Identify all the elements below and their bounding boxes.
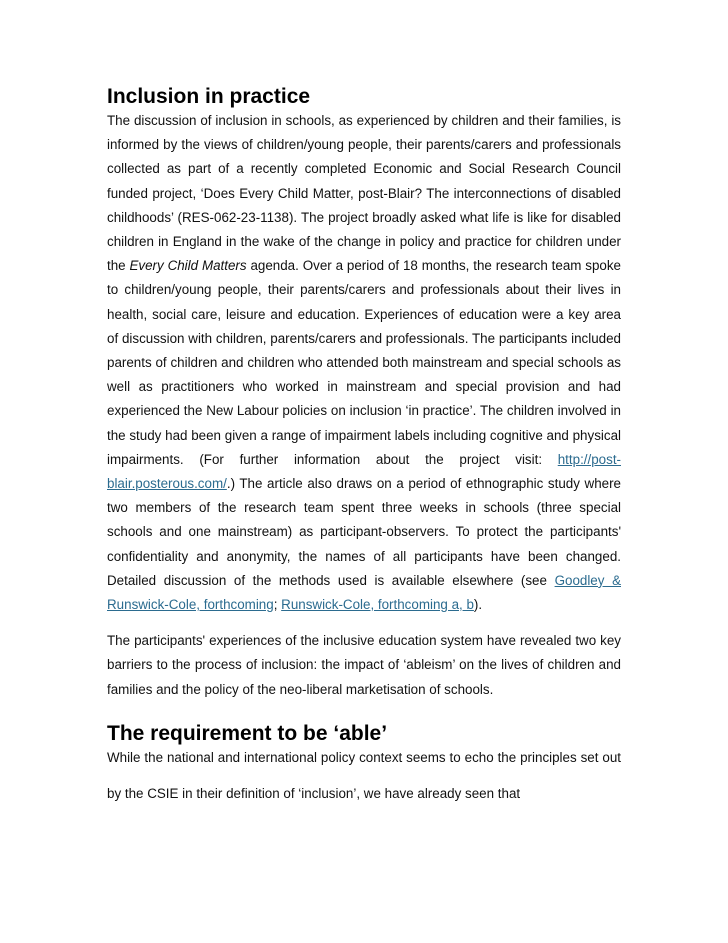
paragraph-inclusion-intro [107,109,621,617]
text-run: ; [273,597,282,613]
document-page [107,85,621,812]
project-link[interactable]: http://post-blair.posterous.com/ [107,451,621,492]
italic-title: Every Child Matters [129,258,247,274]
text-run: ). [473,597,483,613]
text-run: The discussion of inclusion in schools, as experienced by children and their families, is informed by the views of children/young people, their parents/carers and professionals collected as part of a recently completed Economic and Social Research Council funded project, ‘Does Every Child Matter, post-Blair? The interconnections of disabled childhoods’ (RES-062-23-1138). The project broadly asked what life is like for disabled children in England in the wake of the change in policy and practice for children under the [107,113,621,274]
section-heading-requirement-to-be-able: The requirement to be ‘able’ [107,721,388,745]
paragraph-barriers: The participants' experiences of the inclusive education system have revealed two key barriers to the process of inclusion: the impact of ‘ableism’ on the lives of children and families and the policy of the neo-liberal marketisation of schools. [107,633,621,697]
section-heading-inclusion-in-practice: Inclusion in practice [107,85,311,108]
citation-link-runswick-cole[interactable]: Runswick-Cole, forthcoming a, b [281,597,474,613]
text-run: .) The article also draws on a period of ethnographic study where two members of the research team spent three weeks in schools (three special schools and one mainstream) as participant-observers. To protect the participants' confidentiality and anonymity, the names of all participants have been changed. Detailed discussion of the methods used is available elsewhere (see [107,476,621,588]
citation-link-goodley[interactable]: Goodley & Runswick-Cole, forthcoming [107,572,621,613]
paragraph-policy-context: While the national and international policy context seems to echo the principles set out by the CSIE in their definition of ‘inclusion’, we have already seen that [107,749,621,801]
text-run: agenda. Over a period of 18 months, the research team spoke to children/young people, their parents/carers and professionals about their lives in health, social care, leisure and education. Experiences of education were a key area of discussion with children, parents/carers and professionals. The participants included parents of children and children who attended both mainstream and special schools as well as practitioners who worked in mainstream and special provision and had experienced the New Labour policies on inclusion ‘in practice’. The children involved in the study had been given a range of impairment labels including cognitive and physical impairments. (For further information about the project visit: [107,258,622,467]
